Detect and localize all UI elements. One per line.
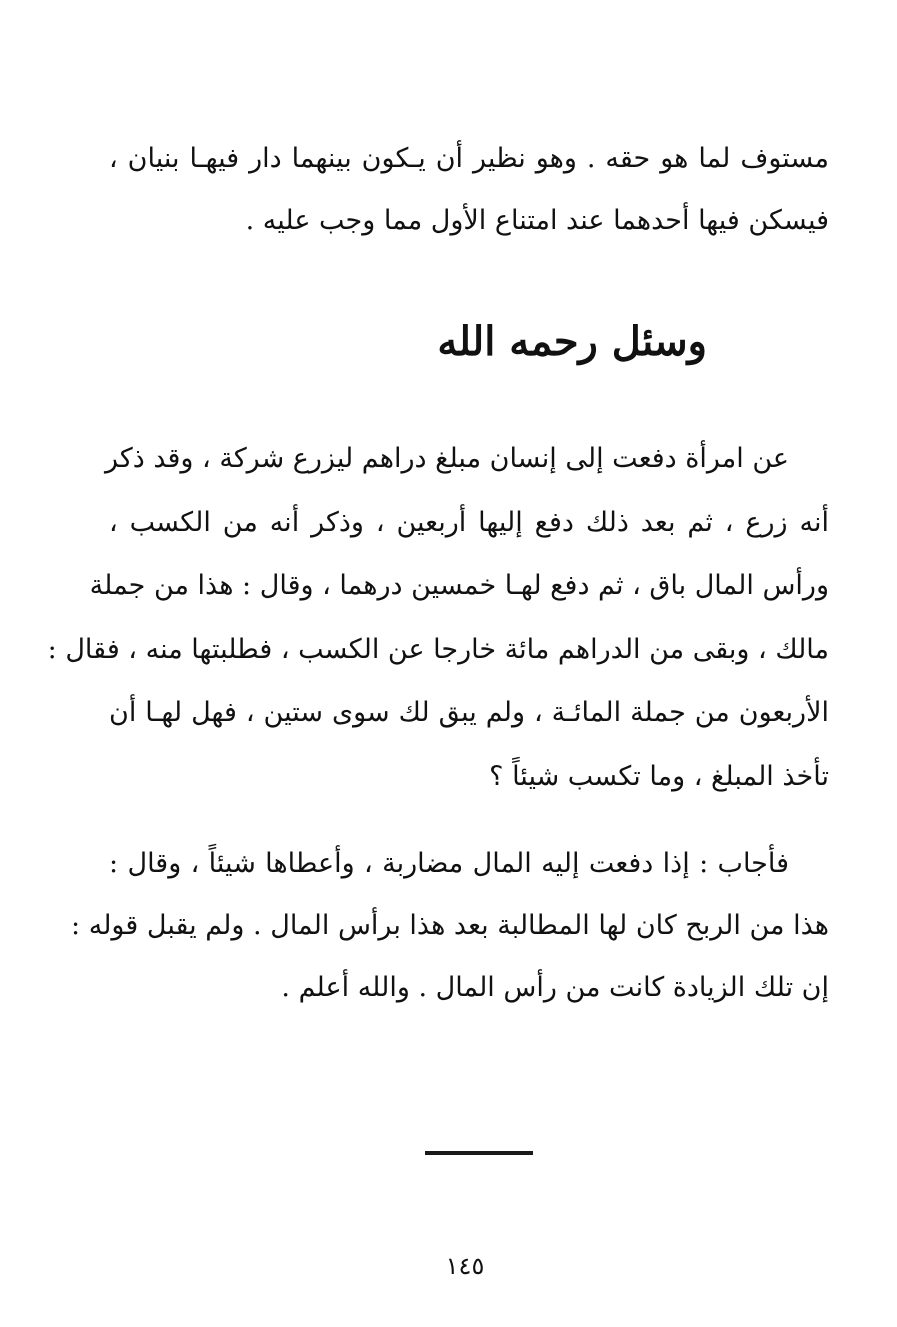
text-line: إن تلك الزيادة كانت من رأس المال . والله أعلم .: [281, 972, 829, 1003]
text-line: عن امرأة دفعت إلى إنسان مبلغ دراهم ليزرع شركة ، وقد ذكر: [104, 443, 789, 474]
answer-paragraph: [71, 833, 829, 1019]
text-line: أنه زرع ، ثم بعد ذلك دفع إليها أربعين ، وذكر أنه من الكسب ،: [109, 506, 829, 538]
text-line: فأجاب : إذا دفعت إليه المال مضاربة ، وأعطاها شيئاً ، وقال :: [109, 848, 789, 879]
text-line: مالك ، وبقى من الدراهم مائة خارجا عن الكسب ، فطلبتها منه ، فقال :: [47, 633, 829, 665]
page-number: ١٤٥: [445, 1252, 485, 1280]
text-line: فيسكن فيها أحدهما عند امتناع الأول مما وجب عليه .: [245, 205, 829, 236]
text-line: ورأس المال باق ، ثم دفع لهـا خمسين درهما ، وقال : هذا من جملة: [89, 570, 829, 601]
text-line: تأخذ المبلغ ، وما تكسب شيئاً ؟: [489, 760, 829, 792]
text-line: مستوف لما هو حقه . وهو نظير أن يـكون بينهما دار فيهـا بنيان ،: [109, 143, 829, 174]
paragraph-continued: [109, 128, 829, 252]
section-end-rule: [425, 1151, 533, 1155]
section-heading: وسئل رحمه الله: [437, 318, 707, 365]
text-line: هذا من الربح كان لها المطالبة بعد هذا برأس المال . ولم يقبل قوله :: [71, 910, 829, 941]
text-line: الأربعون من جملة المائـة ، ولم يبق لك سوى ستين ، فهل لهـا أن: [109, 697, 829, 728]
question-paragraph: [47, 427, 829, 808]
